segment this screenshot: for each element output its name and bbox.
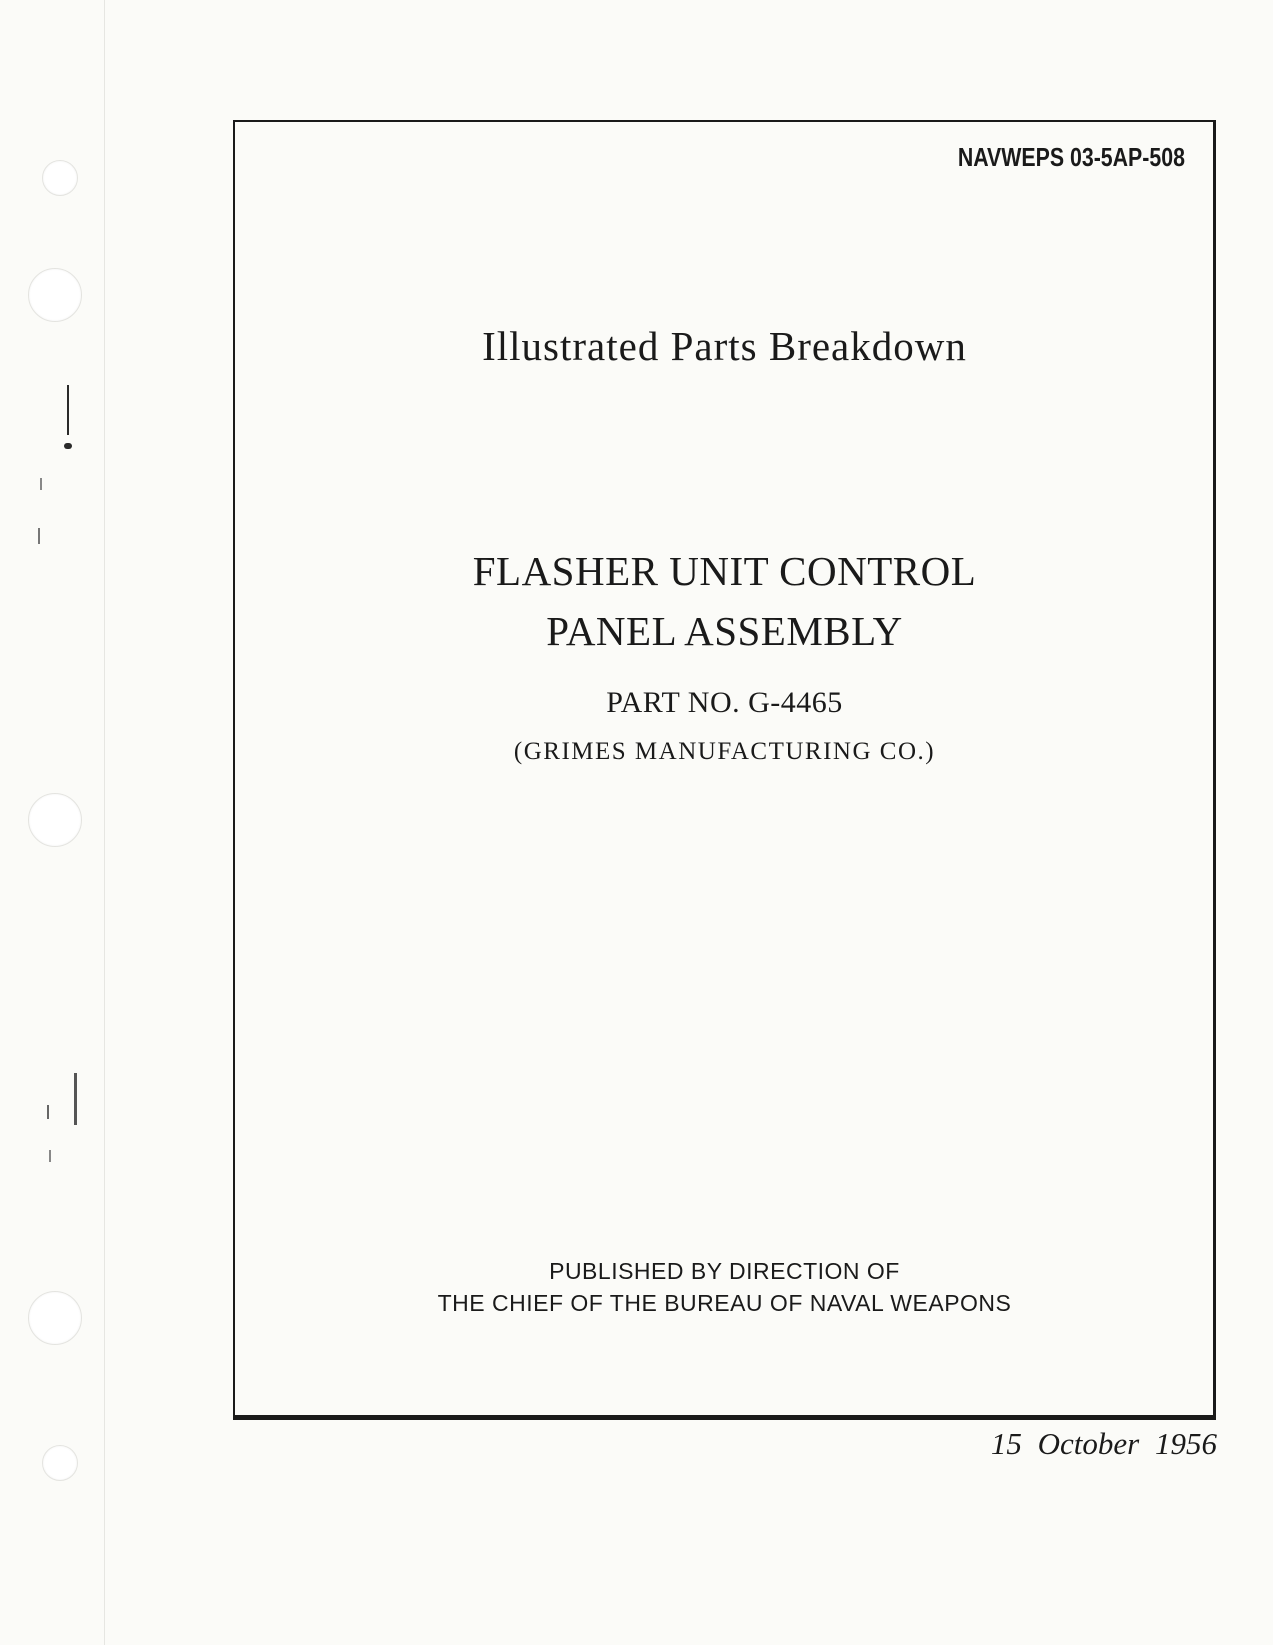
scan-mark	[74, 1073, 77, 1125]
title-page-frame	[233, 120, 1216, 1420]
scan-mark	[67, 385, 69, 435]
scan-mark	[47, 1105, 49, 1119]
page-fold-line	[104, 0, 105, 1645]
scan-mark	[40, 478, 42, 490]
scan-mark	[49, 1150, 51, 1162]
scan-mark	[64, 443, 72, 449]
series-title: Illustrated Parts Breakdown	[482, 323, 967, 369]
scan-mark	[38, 528, 40, 544]
binding-hole	[28, 793, 82, 847]
part-number: PART NO. G-4465	[606, 686, 843, 719]
main-title-line-2: PANEL ASSEMBLY	[546, 608, 903, 654]
publisher-line-2: THE CHIEF OF THE BUREAU OF NAVAL WEAPONS	[437, 1290, 1012, 1316]
manufacturer: (GRIMES MANUFACTURING CO.)	[513, 738, 936, 765]
publisher-line-1: PUBLISHED BY DIRECTION OF	[549, 1258, 900, 1284]
main-title-line-1: FLASHER UNIT CONTROL	[472, 548, 977, 594]
binding-hole	[42, 160, 78, 196]
publication-date: 15 October 1956	[990, 1426, 1217, 1461]
document-number: NAVWEPS 03-5AP-508	[957, 142, 1185, 172]
binding-hole	[28, 268, 82, 322]
binding-hole	[42, 1445, 78, 1481]
binding-hole	[28, 1291, 82, 1345]
